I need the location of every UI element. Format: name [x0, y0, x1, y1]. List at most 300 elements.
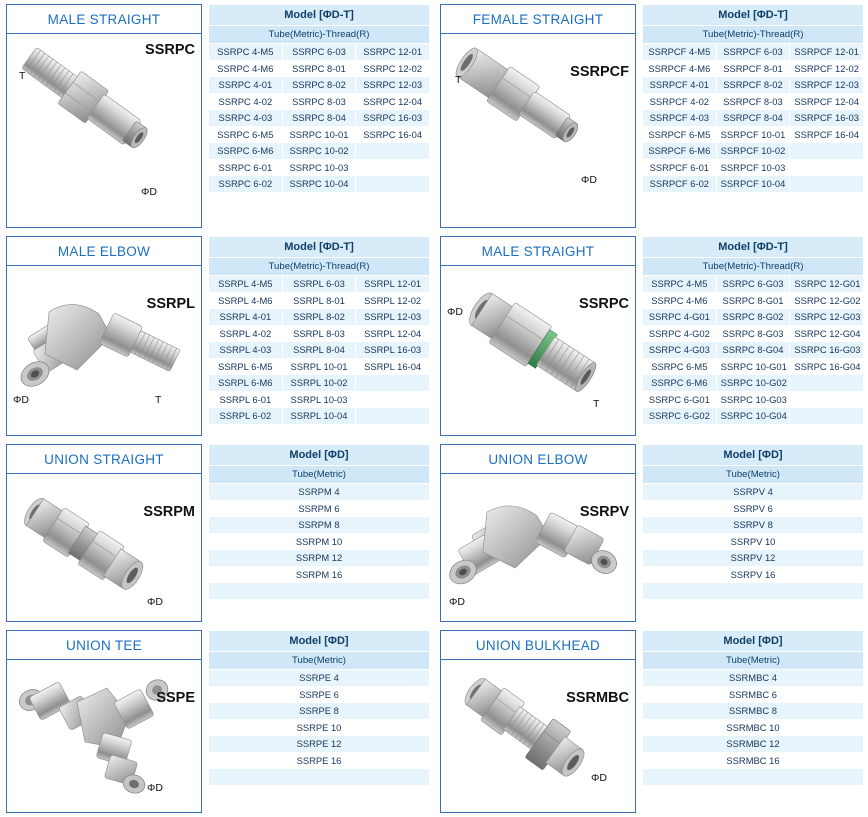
table-cell: SSRPCF 10-01	[716, 126, 790, 143]
table-subheader: Tube(Metric)	[643, 466, 864, 484]
table-cell: SSRPC 6-01	[209, 159, 283, 176]
table-cell	[356, 375, 430, 392]
union-tee-fitting-icon	[7, 660, 201, 813]
table-cell: SSRPCF 8-02	[716, 77, 790, 94]
product-illustration-area	[441, 474, 635, 621]
table-cell: SSRPV 4	[643, 484, 864, 501]
table-cell: SSRPC 12-04	[356, 93, 430, 110]
product-box	[6, 236, 202, 436]
table-row	[209, 325, 430, 342]
table-row	[643, 566, 864, 583]
table-header: Model [ΦD]	[643, 445, 864, 466]
male-elbow-fitting-icon	[7, 266, 201, 436]
table-cell	[356, 391, 430, 408]
product-title: UNION ELBOW	[488, 451, 588, 467]
table-cell: SSRPC 8-G04	[716, 342, 790, 359]
table-cell: SSRPC 6-M6	[643, 375, 717, 392]
table-cell: SSRPM 10	[209, 533, 430, 550]
product-box	[440, 236, 636, 436]
table-header: Model [ΦD-T]	[209, 237, 430, 258]
table-cell: SSRPC 12-03	[356, 77, 430, 94]
table-cell: SSRPCF 8-01	[716, 60, 790, 77]
table-row	[209, 375, 430, 392]
table-row	[643, 550, 864, 567]
table-subheader: Tube(Metric)	[643, 652, 864, 670]
table-cell: SSRPL 10-01	[282, 358, 356, 375]
product-illustration-area	[7, 660, 201, 812]
table-cell: SSRPV 10	[643, 533, 864, 550]
table-row	[643, 44, 864, 61]
table-row	[209, 44, 430, 61]
product-title-bar	[441, 237, 635, 266]
table-row	[209, 391, 430, 408]
table-cell: SSRPC 4-G01	[643, 309, 717, 326]
table-row	[643, 77, 864, 94]
table-cell: SSRPC 10-G02	[716, 375, 790, 392]
table-row	[209, 176, 430, 193]
table-row	[643, 110, 864, 127]
table-row	[643, 484, 864, 501]
table-header: Model [ΦD-T]	[209, 5, 430, 26]
table-cell: SSRPL 4-01	[209, 309, 283, 326]
table-cell: SSRPCF 16-03	[790, 110, 864, 127]
table-header: Model [ΦD]	[643, 631, 864, 652]
table-cell: SSRPL 16-03	[356, 342, 430, 359]
model-table-wrap	[208, 444, 430, 622]
table-row	[209, 309, 430, 326]
model-table	[208, 4, 430, 193]
table-row	[209, 60, 430, 77]
table-cell: SSRPL 6-03	[282, 276, 356, 293]
table-row	[209, 583, 430, 600]
dimension-label-t: T	[155, 394, 162, 406]
product-cell-union-tee-sspe	[0, 626, 434, 817]
table-cell: SSRPC 6-M6	[209, 143, 283, 160]
table-cell: SSRPM 12	[209, 550, 430, 567]
female-straight-fitting-icon	[441, 34, 635, 227]
table-row	[643, 719, 864, 736]
table-row	[643, 176, 864, 193]
table-row	[643, 752, 864, 769]
table-row	[209, 126, 430, 143]
table-cell	[790, 391, 864, 408]
table-subheader: Tube(Metric)-Thread(R)	[643, 258, 864, 276]
model-table	[642, 236, 864, 425]
table-cell: SSRPC 12-G04	[790, 325, 864, 342]
table-cell	[790, 159, 864, 176]
model-table	[208, 630, 430, 786]
product-model-code: SSRMBC	[566, 690, 629, 706]
table-cell: SSRPCF 6-03	[716, 44, 790, 61]
union-bulkhead-fitting-icon	[441, 660, 635, 813]
table-cell: SSRPC 12-G02	[790, 292, 864, 309]
table-row	[209, 292, 430, 309]
table-cell: SSRPE 12	[209, 736, 430, 753]
table-cell: SSRPCF 4-M5	[643, 44, 717, 61]
table-row	[643, 670, 864, 687]
table-subheader: Tube(Metric)	[209, 466, 430, 484]
table-cell	[356, 408, 430, 425]
table-cell: SSRPL 8-02	[282, 309, 356, 326]
table-cell: SSRPL 12-03	[356, 309, 430, 326]
product-title: MALE ELBOW	[57, 243, 151, 259]
table-cell: SSRPCF 4-02	[643, 93, 717, 110]
dimension-label-phid: ΦD	[581, 174, 597, 186]
table-cell: SSRPC 12-01	[356, 44, 430, 61]
table-cell: SSRPC 10-01	[282, 126, 356, 143]
table-cell: SSRPCF 12-02	[790, 60, 864, 77]
table-cell: SSRPL 8-01	[282, 292, 356, 309]
table-row	[643, 93, 864, 110]
table-row	[643, 60, 864, 77]
union-straight-fitting-icon	[7, 474, 201, 622]
product-illustration-area	[441, 266, 635, 435]
table-cell: SSRMBC 6	[643, 686, 864, 703]
product-model-code: SSRPV	[579, 504, 629, 520]
model-table-wrap	[642, 236, 864, 436]
table-cell: SSRPC 10-G03	[716, 391, 790, 408]
table-cell: SSRMBC 16	[643, 752, 864, 769]
product-title: MALE STRAIGHT	[47, 11, 161, 27]
table-cell: SSRPL 4-M6	[209, 292, 283, 309]
table-cell: SSRPCF 16-04	[790, 126, 864, 143]
table-row	[209, 550, 430, 567]
table-cell	[790, 375, 864, 392]
table-row	[209, 719, 430, 736]
table-cell	[209, 769, 430, 786]
table-cell: SSRPL 10-04	[282, 408, 356, 425]
model-table	[208, 236, 430, 425]
table-cell: SSRPC 6-M5	[643, 358, 717, 375]
product-cell-male-elbow-ssrpl	[0, 232, 434, 440]
table-subheader: Tube(Metric)-Thread(R)	[209, 26, 430, 44]
model-table-wrap	[642, 630, 864, 813]
table-cell: SSRPCF 12-03	[790, 77, 864, 94]
table-cell: SSRPL 16-04	[356, 358, 430, 375]
table-cell: SSRPC 6-M5	[209, 126, 283, 143]
product-box	[440, 630, 636, 813]
table-cell: SSRPC 10-04	[282, 176, 356, 193]
male-straight-fitting-icon	[7, 34, 201, 227]
model-table-wrap	[642, 444, 864, 622]
table-row	[209, 143, 430, 160]
table-cell: SSRPCF 10-03	[716, 159, 790, 176]
product-title: FEMALE STRAIGHT	[472, 11, 604, 27]
model-table	[208, 444, 430, 600]
table-cell	[356, 159, 430, 176]
product-cell-female-straight-ssrpcf	[434, 0, 868, 232]
table-cell: SSRPE 8	[209, 703, 430, 720]
table-row	[643, 736, 864, 753]
table-cell: SSRPL 6-02	[209, 408, 283, 425]
table-cell	[356, 143, 430, 160]
table-row	[643, 342, 864, 359]
product-box	[6, 630, 202, 813]
table-cell: SSRPC 4-M6	[209, 60, 283, 77]
table-cell: SSRMBC 12	[643, 736, 864, 753]
table-row	[209, 408, 430, 425]
table-cell: SSRPC 16-G04	[790, 358, 864, 375]
table-cell: SSRPM 8	[209, 517, 430, 534]
dimension-label-phid: ΦD	[13, 394, 29, 406]
table-cell: SSRPL 6-01	[209, 391, 283, 408]
product-cell-union-elbow-ssrpv	[434, 440, 868, 626]
table-row	[209, 769, 430, 786]
product-title-bar	[441, 445, 635, 474]
table-cell: SSRPC 16-G03	[790, 342, 864, 359]
product-box	[6, 444, 202, 622]
product-model-code: SSRPC	[145, 42, 195, 58]
table-cell: SSRMBC 10	[643, 719, 864, 736]
model-table	[642, 4, 864, 193]
table-cell: SSRPM 4	[209, 484, 430, 501]
male-straight-g-thread-fitting-icon	[441, 266, 635, 436]
model-table-wrap	[642, 4, 864, 228]
table-cell: SSRPC 4-03	[209, 110, 283, 127]
table-cell: SSRPCF 12-01	[790, 44, 864, 61]
table-cell: SSRPL 12-01	[356, 276, 430, 293]
table-cell: SSRPE 6	[209, 686, 430, 703]
table-cell: SSRPL 6-M5	[209, 358, 283, 375]
table-row	[643, 533, 864, 550]
table-cell: SSRPC 12-G03	[790, 309, 864, 326]
product-title: UNION TEE	[66, 637, 142, 653]
table-row	[209, 93, 430, 110]
table-cell: SSRPV 8	[643, 517, 864, 534]
table-cell: SSRPC 8-03	[282, 93, 356, 110]
table-cell: SSRPE 16	[209, 752, 430, 769]
table-cell: SSRPC 4-01	[209, 77, 283, 94]
table-cell: SSRPC 6-G03	[716, 276, 790, 293]
table-row	[209, 484, 430, 501]
table-row	[643, 583, 864, 600]
table-cell: SSRPC 8-G01	[716, 292, 790, 309]
product-title-bar	[7, 445, 201, 474]
table-row	[209, 703, 430, 720]
table-cell: SSRPL 10-02	[282, 375, 356, 392]
union-elbow-fitting-icon	[441, 474, 635, 622]
table-cell	[209, 583, 430, 600]
product-model-code: SSRPM	[143, 504, 195, 520]
table-cell: SSRPV 6	[643, 500, 864, 517]
dimension-label-phid: ΦD	[447, 306, 463, 318]
table-cell: SSRPCF 10-04	[716, 176, 790, 193]
table-row	[209, 736, 430, 753]
table-cell: SSRMBC 4	[643, 670, 864, 687]
table-cell: SSRPL 4-03	[209, 342, 283, 359]
table-row	[643, 309, 864, 326]
product-title-bar	[441, 5, 635, 34]
table-row	[643, 375, 864, 392]
table-cell: SSRPCF 6-M5	[643, 126, 717, 143]
table-cell: SSRPM 6	[209, 500, 430, 517]
product-box	[440, 4, 636, 228]
dimension-label-phid: ΦD	[591, 772, 607, 784]
product-model-code: SSPE	[156, 690, 195, 706]
table-subheader: Tube(Metric)	[209, 652, 430, 670]
table-cell	[790, 408, 864, 425]
table-cell: SSRPV 16	[643, 566, 864, 583]
table-row	[643, 276, 864, 293]
table-cell: SSRMBC 8	[643, 703, 864, 720]
table-row	[643, 500, 864, 517]
table-cell	[643, 769, 864, 786]
table-row	[209, 77, 430, 94]
product-title: MALE STRAIGHT	[481, 243, 595, 259]
product-model-code: SSRPCF	[570, 64, 629, 80]
table-cell: SSRPC 6-02	[209, 176, 283, 193]
table-cell: SSRPC 16-03	[356, 110, 430, 127]
table-row	[209, 342, 430, 359]
product-illustration-area	[441, 660, 635, 812]
table-row	[643, 325, 864, 342]
product-title: UNION BULKHEAD	[475, 637, 601, 653]
table-cell: SSRPL 12-04	[356, 325, 430, 342]
table-cell: SSRPL 8-03	[282, 325, 356, 342]
product-title: UNION STRAIGHT	[44, 451, 164, 467]
product-cell-male-straight-g-ssrpc	[434, 232, 868, 440]
table-cell: SSRPCF 10-02	[716, 143, 790, 160]
product-model-code: SSRPC	[579, 296, 629, 312]
table-cell: SSRPV 12	[643, 550, 864, 567]
table-cell	[790, 143, 864, 160]
table-cell	[790, 176, 864, 193]
product-cell-male-straight-ssrpc	[0, 0, 434, 232]
table-row	[643, 159, 864, 176]
model-table	[642, 444, 864, 600]
product-title-bar	[7, 631, 201, 660]
model-table-wrap	[208, 630, 430, 813]
table-cell: SSRPC 10-02	[282, 143, 356, 160]
table-cell: SSRPCF 4-M6	[643, 60, 717, 77]
product-illustration-area	[7, 474, 201, 621]
table-cell: SSRPCF 4-01	[643, 77, 717, 94]
table-cell: SSRPL 10-03	[282, 391, 356, 408]
model-table-wrap	[208, 4, 430, 228]
table-cell: SSRPC 8-01	[282, 60, 356, 77]
product-box	[440, 444, 636, 622]
table-row	[209, 533, 430, 550]
product-illustration-area	[7, 34, 201, 227]
table-cell: SSRPC 12-G01	[790, 276, 864, 293]
model-table-wrap	[208, 236, 430, 436]
table-cell: SSRPC 4-G03	[643, 342, 717, 359]
dimension-label-t: T	[19, 70, 26, 82]
dimension-label-phid: ΦD	[449, 596, 465, 608]
table-row	[643, 408, 864, 425]
dimension-label-t: T	[455, 74, 462, 86]
product-title-bar	[7, 5, 201, 34]
table-cell: SSRPC 8-04	[282, 110, 356, 127]
table-cell: SSRPCF 6-M6	[643, 143, 717, 160]
table-row	[209, 276, 430, 293]
table-cell	[643, 583, 864, 600]
table-cell: SSRPE 10	[209, 719, 430, 736]
table-header: Model [ΦD]	[209, 445, 430, 466]
product-cell-union-straight-ssrpm	[0, 440, 434, 626]
table-cell: SSRPL 4-M5	[209, 276, 283, 293]
model-table	[642, 630, 864, 786]
product-model-code: SSRPL	[146, 296, 195, 312]
dimension-label-phid: ΦD	[147, 782, 163, 794]
table-row	[643, 358, 864, 375]
table-row	[643, 517, 864, 534]
table-row	[209, 110, 430, 127]
product-cell-union-bulkhead-ssrmbc	[434, 626, 868, 817]
product-title-bar	[441, 631, 635, 660]
table-cell: SSRPC 8-G03	[716, 325, 790, 342]
table-cell: SSRPC 4-G02	[643, 325, 717, 342]
table-cell: SSRPCF 4-03	[643, 110, 717, 127]
table-cell: SSRPC 6-G01	[643, 391, 717, 408]
table-row	[643, 769, 864, 786]
dimension-label-t: T	[593, 398, 600, 410]
table-header: Model [ΦD-T]	[643, 237, 864, 258]
product-illustration-area	[7, 266, 201, 435]
dimension-label-phid: ΦD	[147, 596, 163, 608]
table-cell: SSRPC 4-M6	[643, 292, 717, 309]
table-cell: SSRPM 16	[209, 566, 430, 583]
table-subheader: Tube(Metric)-Thread(R)	[643, 26, 864, 44]
table-cell: SSRPC 8-02	[282, 77, 356, 94]
table-cell: SSRPC 8-G02	[716, 309, 790, 326]
table-row	[643, 292, 864, 309]
table-row	[643, 686, 864, 703]
table-cell: SSRPC 4-M5	[209, 44, 283, 61]
table-row	[209, 500, 430, 517]
table-row	[643, 126, 864, 143]
table-cell: SSRPL 4-02	[209, 325, 283, 342]
table-subheader: Tube(Metric)-Thread(R)	[209, 258, 430, 276]
table-row	[209, 159, 430, 176]
table-row	[643, 391, 864, 408]
table-cell: SSRPC 12-02	[356, 60, 430, 77]
table-cell: SSRPCF 8-04	[716, 110, 790, 127]
table-cell: SSRPC 10-03	[282, 159, 356, 176]
table-cell: SSRPC 6-03	[282, 44, 356, 61]
table-cell: SSRPL 12-02	[356, 292, 430, 309]
table-row	[209, 686, 430, 703]
table-cell: SSRPC 10-G04	[716, 408, 790, 425]
table-cell: SSRPC 16-04	[356, 126, 430, 143]
table-row	[209, 670, 430, 687]
table-cell: SSRPC 4-M5	[643, 276, 717, 293]
table-row	[643, 143, 864, 160]
table-cell: SSRPCF 12-04	[790, 93, 864, 110]
table-row	[643, 703, 864, 720]
table-header: Model [ΦD-T]	[643, 5, 864, 26]
table-row	[209, 517, 430, 534]
table-row	[209, 566, 430, 583]
table-cell: SSRPL 6-M6	[209, 375, 283, 392]
table-row	[209, 358, 430, 375]
table-row	[209, 752, 430, 769]
table-cell: SSRPCF 6-01	[643, 159, 717, 176]
table-cell: SSRPL 8-04	[282, 342, 356, 359]
product-illustration-area	[441, 34, 635, 227]
table-cell	[356, 176, 430, 193]
table-cell: SSRPC 4-02	[209, 93, 283, 110]
table-header: Model [ΦD]	[209, 631, 430, 652]
dimension-label-phid: ΦD	[141, 186, 157, 198]
table-cell: SSRPCF 6-02	[643, 176, 717, 193]
table-cell: SSRPC 6-G02	[643, 408, 717, 425]
product-title-bar	[7, 237, 201, 266]
table-cell: SSRPC 10-G01	[716, 358, 790, 375]
table-cell: SSRPCF 8-03	[716, 93, 790, 110]
table-cell: SSRPE 4	[209, 670, 430, 687]
product-box	[6, 4, 202, 228]
